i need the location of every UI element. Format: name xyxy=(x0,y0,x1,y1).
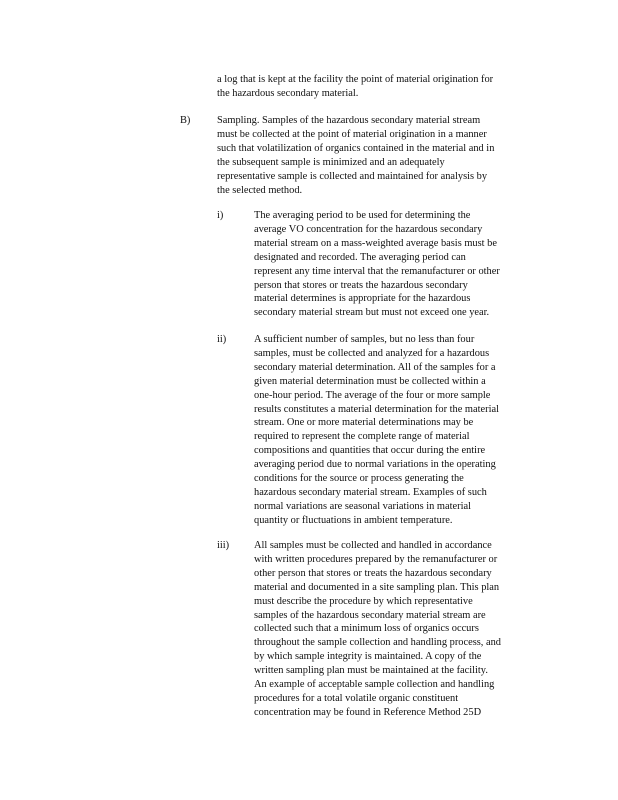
text-line: samples, must be collected and analyzed for a hazardous xyxy=(254,347,490,359)
text-line: Sampling. Samples of the hazardous secondary material stream xyxy=(217,115,481,126)
text-line: quantity or fluctuations in ambient temperature. xyxy=(254,514,453,526)
text-line: normal variations are seasonal variations in material xyxy=(254,500,471,512)
intro-paragraph xyxy=(217,73,539,101)
text-line: the subsequent sample is minimized and an adequately xyxy=(217,156,445,168)
text-line: represent any time interval that the remanufacturer or other xyxy=(254,265,500,277)
item-ii-label: ii) xyxy=(217,334,227,345)
item-ii-paragraph xyxy=(254,333,539,528)
section-b-label: B) xyxy=(180,115,191,126)
text-line: averaging period due to normal variations in the operating xyxy=(254,459,496,471)
item-iii-paragraph xyxy=(254,539,539,720)
item-iii-label: iii) xyxy=(217,540,230,551)
text-line: representative sample is collected and maintained for analysis by xyxy=(217,170,488,182)
text-line: An example of acceptable sample collection and handling xyxy=(254,679,495,691)
text-line: stream. One or more material determinations may be xyxy=(254,417,474,429)
text-line: with written procedures prepared by the remanufacturer or xyxy=(254,553,498,565)
text-line: compositions and quantities that occur during the entire xyxy=(254,445,486,457)
text-line: required to represent the complete range of material xyxy=(254,431,470,443)
text-line: given material determination must be collected within a xyxy=(254,375,486,387)
text-line: results constitutes a material determination for the material xyxy=(254,403,499,415)
text-line: material stream on a mass-weighted average basis must be xyxy=(254,237,497,249)
text-line: The averaging period to be used for determining the xyxy=(254,210,471,221)
text-line: secondary material determination. All of the samples for a xyxy=(254,361,496,373)
text-line: procedures for a total volatile organic constituent xyxy=(254,692,459,704)
text-line: the selected method. xyxy=(217,184,303,196)
text-line: other person that stores or treats the hazardous secondary xyxy=(254,567,492,579)
text-line: secondary material stream but must not exceed one year. xyxy=(254,307,490,319)
text-line: must describe the procedure by which representative xyxy=(254,595,473,607)
text-line: a log that is kept at the facility the point of material origination for xyxy=(217,74,494,85)
text-line: person that stores or treats the hazardous secondary xyxy=(254,279,468,291)
text-line: conditions for the source or process generating the xyxy=(254,473,464,485)
item-i-paragraph xyxy=(254,209,539,320)
text-line: collected such that a minimum loss of organics occurs xyxy=(254,623,479,635)
text-line: average VO concentration for the hazardous secondary xyxy=(254,223,483,235)
text-line: samples of the hazardous secondary material stream are xyxy=(254,609,486,621)
text-line: such that volatilization of organics contained in the material and in xyxy=(217,142,495,154)
text-line: designated and recorded. The averaging period can xyxy=(254,251,466,263)
item-i-label: i) xyxy=(217,210,224,221)
text-line: must be collected at the point of material origination in a manner xyxy=(217,128,487,140)
text-line: one-hour period. The average of the four or more sample xyxy=(254,389,491,401)
text-line: A sufficient number of samples, but no less than four xyxy=(254,334,475,345)
text-line: concentration may be found in Reference Method 25D xyxy=(254,706,482,718)
text-line: All samples must be collected and handled in accordance xyxy=(254,540,492,551)
text-line: throughout the sample collection and handling process, and xyxy=(254,637,502,649)
text-line: the hazardous secondary material. xyxy=(217,87,359,99)
text-line: material and documented in a site sampling plan. This plan xyxy=(254,581,500,593)
section-b-paragraph xyxy=(217,114,539,197)
text-line: written sampling plan must be maintained at the facility. xyxy=(254,665,488,677)
text-line: hazardous secondary material stream. Examples of such xyxy=(254,486,487,498)
text-line: by which sample integrity is maintained. A copy of the xyxy=(254,651,482,663)
text-line: material determines is appropriate for the hazardous xyxy=(254,293,471,305)
